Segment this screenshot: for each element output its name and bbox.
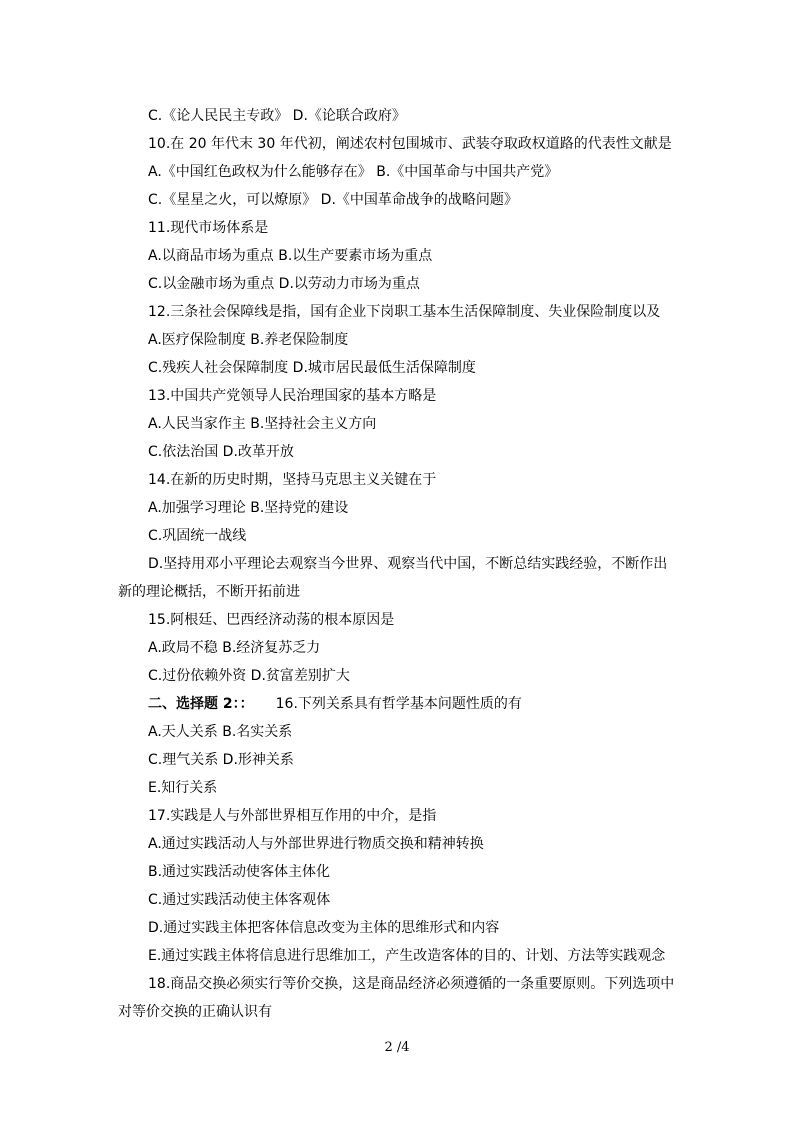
text-line: A.通过实践活动人与外部世界进行物质交换和精神转换 — [148, 836, 484, 852]
question-11: 11.现代市场体系是 — [148, 220, 269, 236]
text-line: C.以金融市场为重点 D.以劳动力市场为重点 — [148, 276, 420, 292]
section-line — [118, 690, 678, 718]
text-line: D.通过实践主体把客体信息改变为主体的思维形式和内容 — [148, 920, 500, 936]
question-18: 18.商品交换必须实行等价交换，这是商品经济必须遵循的一条重要原则。下列选项中 — [148, 976, 675, 992]
text-line: A.加强学习理论 B.坚持党的建设 — [148, 500, 349, 516]
question-15: 15.阿根廷、巴西经济动荡的根本原因是 — [148, 612, 395, 628]
text-line: B.通过实践活动使客体主体化 — [148, 864, 331, 880]
text-line-continuation: 对等价交换的正确认识有 — [118, 1004, 272, 1020]
text-line: D.坚持用邓小平理论去观察当今世界、观察当代中国，不断总结实践经验，不断作出 — [148, 556, 668, 572]
text-line: A.以商品市场为重点 B.以生产要素市场为重点 — [148, 248, 433, 264]
question-16: 16.下列关系具有哲学基本问题性质的有 — [275, 696, 522, 712]
page-content — [118, 102, 678, 1026]
text-line: C.过份依赖外资 D.贫富差别扩大 — [148, 668, 350, 684]
text-line: A.天人关系 B.名实关系 — [148, 724, 293, 740]
question-13: 13.中国共产党领导人民治理国家的基本方略是 — [148, 388, 437, 404]
question-12: 12.三条社会保障线是指，国有企业下岗职工基本生活保障制度、失业保险制度以及 — [148, 304, 661, 320]
text-line: C.依法治国 D.改革开放 — [148, 444, 294, 460]
text-line: A.政局不稳 B.经济复苏乏力 — [148, 640, 321, 656]
text-line: A.《中国红色政权为什么能够存在》 B.《中国革命与中国共产党》 — [148, 164, 559, 180]
text-line: C.理气关系 D.形神关系 — [148, 752, 294, 768]
text-line: C.《星星之火，可以燎原》 D.《中国革命战争的战略问题》 — [148, 192, 518, 208]
text-line: C.通过实践活动使主体客观体 — [148, 892, 331, 908]
text-line-continuation: 新的理论概括，不断开拓前进 — [118, 584, 300, 600]
text-line: A.医疗保险制度 B.养老保险制度 — [148, 332, 349, 348]
text-line: E.知行关系 — [148, 780, 218, 796]
text-line: C.残疾人社会保障制度 D.城市居民最低生活保障制度 — [148, 360, 476, 376]
question-17: 17.实践是人与外部世界相互作用的中介，是指 — [148, 808, 437, 824]
question-10: 10.在 20 年代末 30 年代初，阐述农村包围城市、武装夺取政权道路的代表性文献是 — [148, 136, 672, 152]
text-line: E.通过实践主体将信息进行思维加工，产生改造客体的目的、计划、方法等实践观念 — [148, 948, 666, 964]
text-line: C.《论人民民主专政》 D.《论联合政府》 — [148, 108, 406, 124]
question-14: 14.在新的历史时期，坚持马克思主义关键在于 — [148, 472, 437, 488]
section-heading: 二、选择题 2：： — [148, 696, 254, 712]
text-line: C.巩固统一战线 — [148, 528, 247, 544]
page-number: 2 /4 — [384, 1040, 410, 1055]
text-line: A.人民当家作主 B.坚持社会主义方向 — [148, 416, 377, 432]
